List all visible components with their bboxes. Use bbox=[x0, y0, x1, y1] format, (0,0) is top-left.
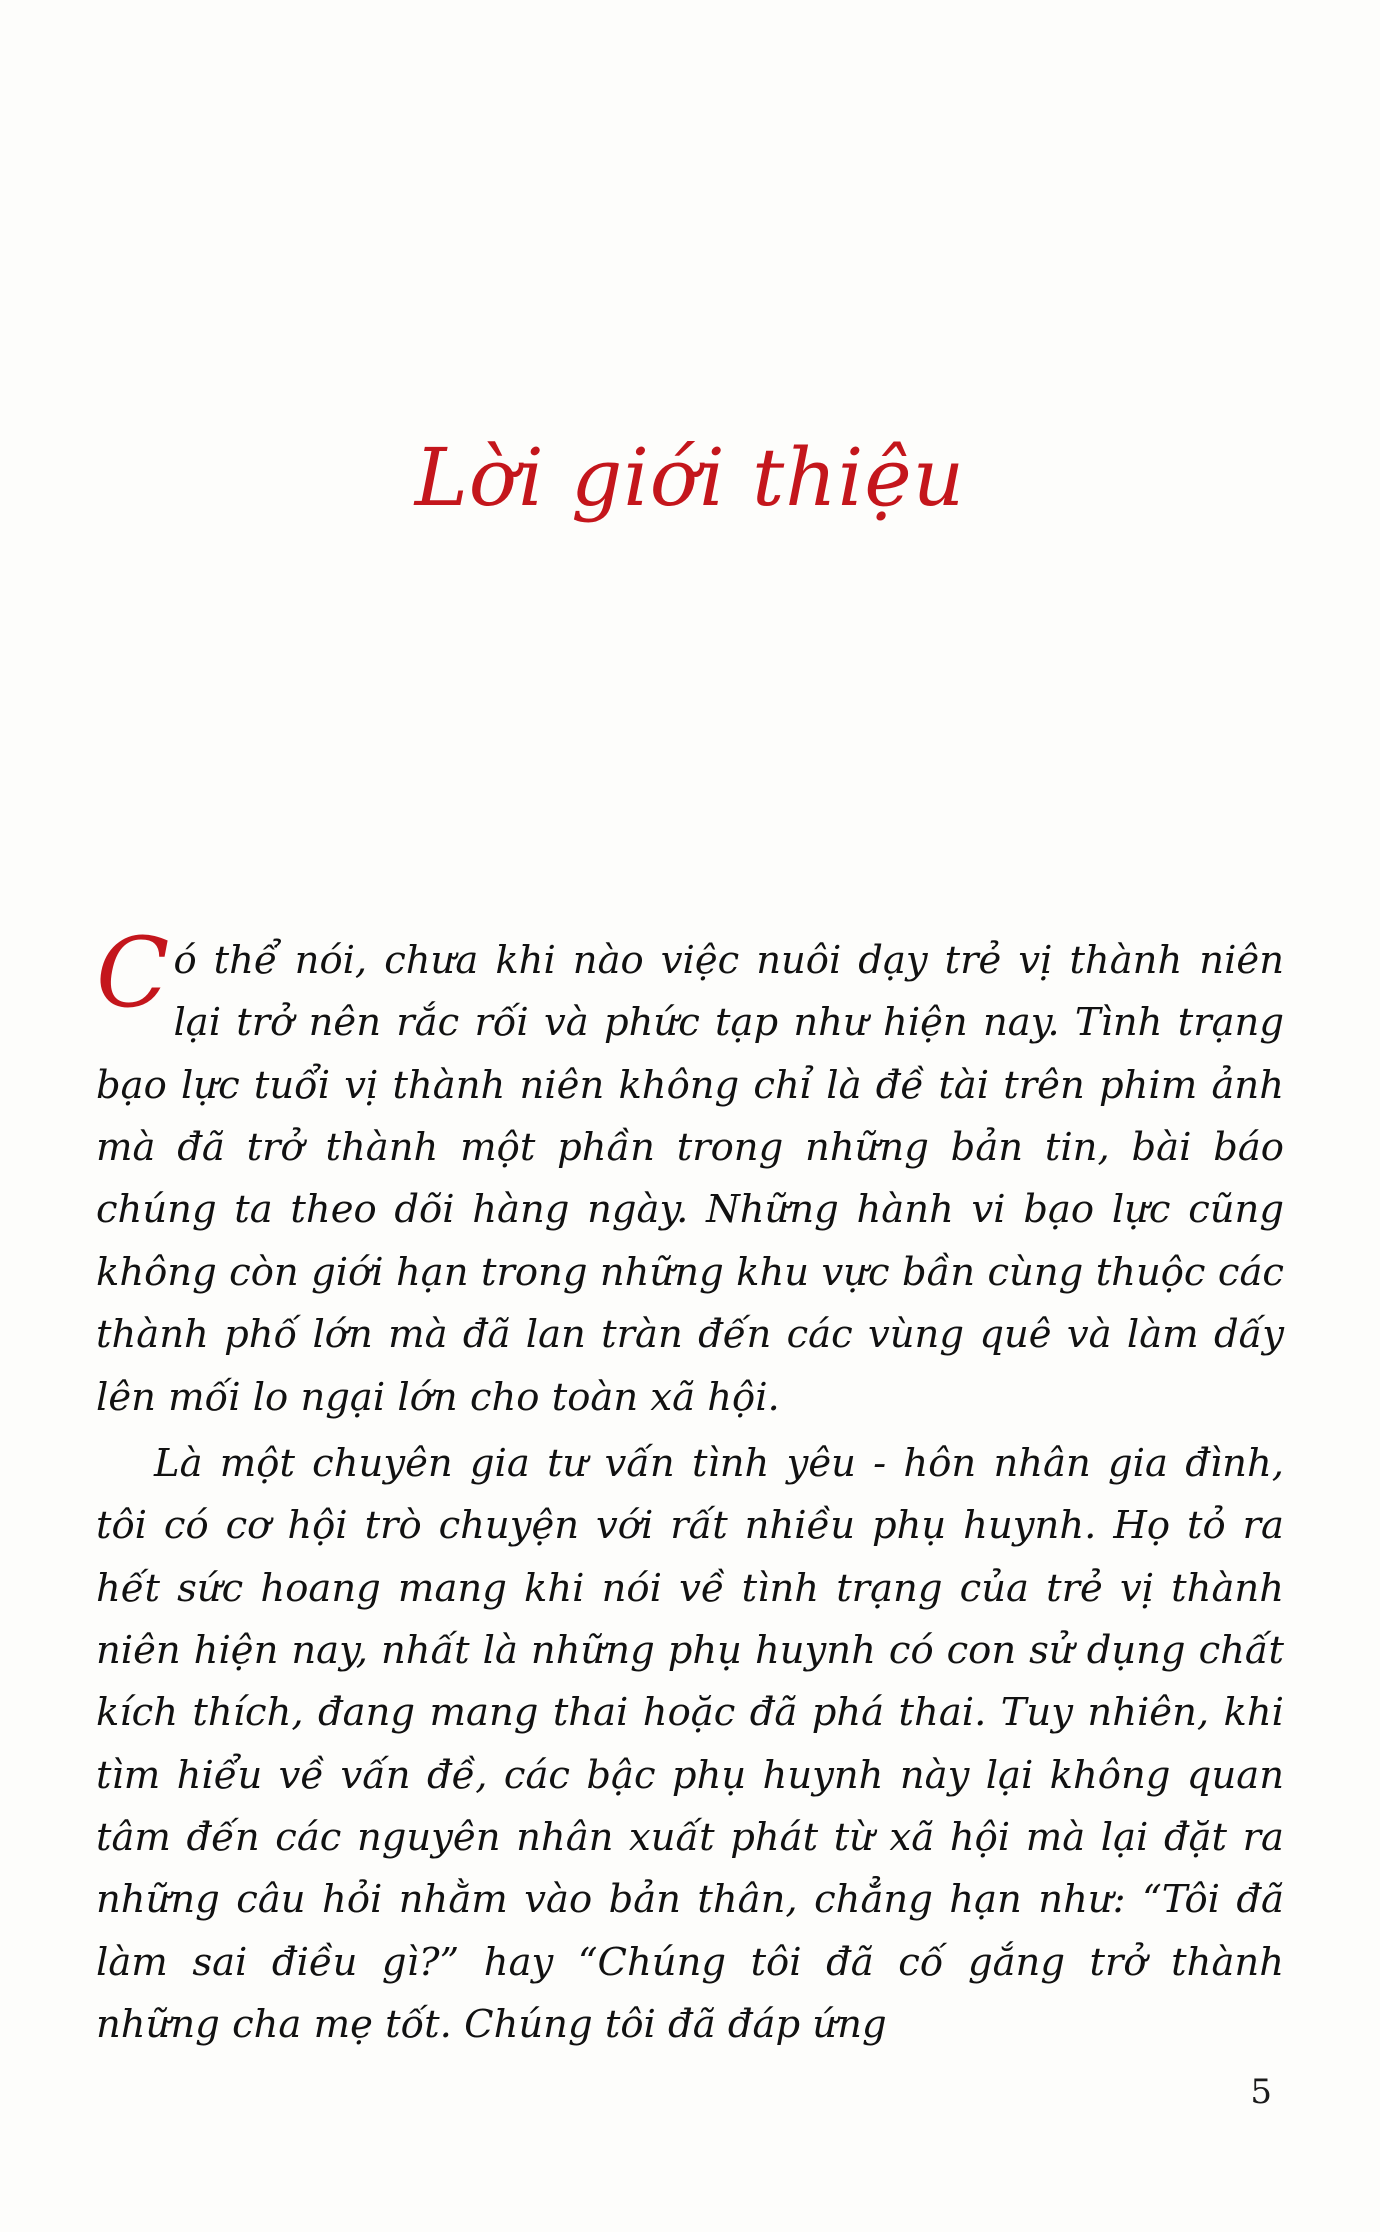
paragraph-2-text: Là một chuyên gia tư vấn tình yêu - hôn nhân gia đình, tôi có cơ hội trò chuyện với rất nhiều phụ huynh. Họ tỏ ra hết sức hoang mang khi nói về tình trạng của trẻ vị thành niên hiện nay, nhất là những phụ huynh có con sử dụng chất kích thích, đang mang thai hoặc đã phá thai. Tuy nhiên, khi tìm hiểu về vấn đề, các bậc phụ huynh này lại không quan tâm đến các nguyên nhân xuất phát từ xã hội mà lại đặt ra những câu hỏi nhằm vào bản thân, chẳng hạn như: “Tôi đã làm sai điều gì?” hay “Chúng tôi đã cố gắng trở thành những cha mẹ tốt. Chúng tôi đã đáp ứng bbox=[96, 1440, 1284, 2048]
page-title: Lời giới thiệu bbox=[414, 430, 966, 524]
body-text bbox=[96, 917, 1284, 2060]
drop-cap: C bbox=[96, 917, 170, 1029]
paragraph-1-text: ó thể nói, chưa khi nào việc nuôi dạy trẻ vị thành niên lại trở nên rắc rối và phức tạp như hiện nay. Tình trạng bạo lực tuổi vị thành niên không chỉ là đề tài trên phim ảnh mà đã trở thành một phần trong những bản tin, bài báo chúng ta theo dõi hàng ngày. Những hành vi bạo lực cũng không còn giới hạn trong những khu vực bần cùng thuộc các thành phố lớn mà đã lan tràn đến các vùng quê và làm dấy lên mối lo ngại lớn cho toàn xã hội. bbox=[96, 938, 1284, 1420]
page-number: 5 bbox=[1250, 2072, 1272, 2112]
paragraph-1 bbox=[96, 917, 1284, 1429]
paragraph-2 bbox=[96, 1433, 1284, 2057]
